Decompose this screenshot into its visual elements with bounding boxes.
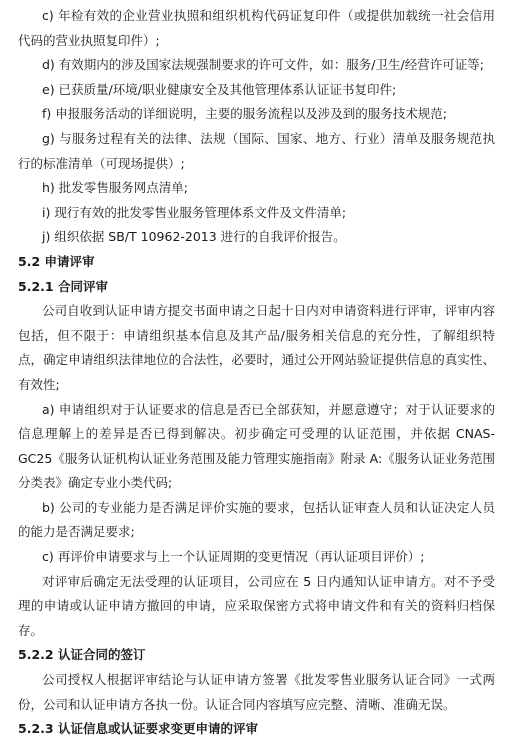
section-heading-5-2-1: 5.2.1 合同评审 <box>18 278 108 294</box>
section-heading-5-2-3: 5.2.3 认证信息或认证要求变更申请的评审 <box>18 721 258 737</box>
review-item-b: b) 公司的专业能力是否满足评价实施的要求，包括认证审查人员和认证决定人员的能力是否满足要求; <box>18 499 495 540</box>
requirement-item-e: e) 已获质量/环境/职业健康安全及其他管理体系认证证书复印件; <box>42 81 397 97</box>
requirement-item-h: h) 批发零售服务网点清单; <box>42 180 188 196</box>
requirement-item-g: g) 与服务过程有关的法律、法规（国际、国家、地方、行业）清单及服务规范执行的标准清单（可现场提供）; <box>18 130 495 171</box>
section-heading-5-2: 5.2 申请评审 <box>18 253 95 269</box>
review-item-c: c) 再评价申请要求与上一个认证周期的变更情况（再认证项目评价）; <box>42 549 425 565</box>
rejection-paragraph: 对评审后确定无法受理的认证项目，公司应在 5 日内通知认证申请方。对不予受理的申请或认证申请方撤回的申请，应采取保密方式将申请文件和有关的资料归档保存。 <box>18 573 495 638</box>
requirement-item-i: i) 现行有效的批发零售业服务管理体系文件及文件清单; <box>42 204 347 220</box>
review-item-a: a) 申请组织对于认证要求的信息是否已全部获知，并愿意遵守；对于认证要求的信息理解上的差异是否已得到解决。初步确定可受理的认证范围，并依据 CNAS-GC25《服务认证机构认证业务范围及能力管理实施指南》附录 A:《服务认证业务范围分类表》确定专业小类代码; <box>18 401 495 491</box>
requirement-item-j: j) 组织依据 SB/T 10962-2013 进行的自我评价报告。 <box>42 229 346 245</box>
requirement-item-d: d) 有效期内的涉及国家法规强制要求的许可文件，如：服务/卫生/经营许可证等; <box>42 57 484 73</box>
section-heading-5-2-2: 5.2.2 认证合同的签订 <box>18 647 146 663</box>
contract-signing-paragraph: 公司授权人根据评审结论与认证申请方签署《批发零售业服务认证合同》一式两份，公司和认证申请方各执一份。认证合同内容填写应完整、清晰、准确无误。 <box>18 672 495 712</box>
contract-review-paragraph: 公司自收到认证申请方提交书面申请之日起十日内对申请资料进行评审，评审内容包括，但不限于：申请组织基本信息及其产品/服务相关信息的充分性，了解组织特点，确定申请组织法律地位的合法性，必要时，通过公开网站验证提供信息的真实性、有效性; <box>18 303 495 392</box>
requirement-item-f: f) 申报服务活动的详细说明，主要的服务流程以及涉及到的服务技术规范; <box>42 106 447 122</box>
requirement-item-c: c) 年检有效的企业营业执照和组织机构代码证复印件（或提供加载统一社会信用代码的营业执照复印件）; <box>18 8 495 48</box>
